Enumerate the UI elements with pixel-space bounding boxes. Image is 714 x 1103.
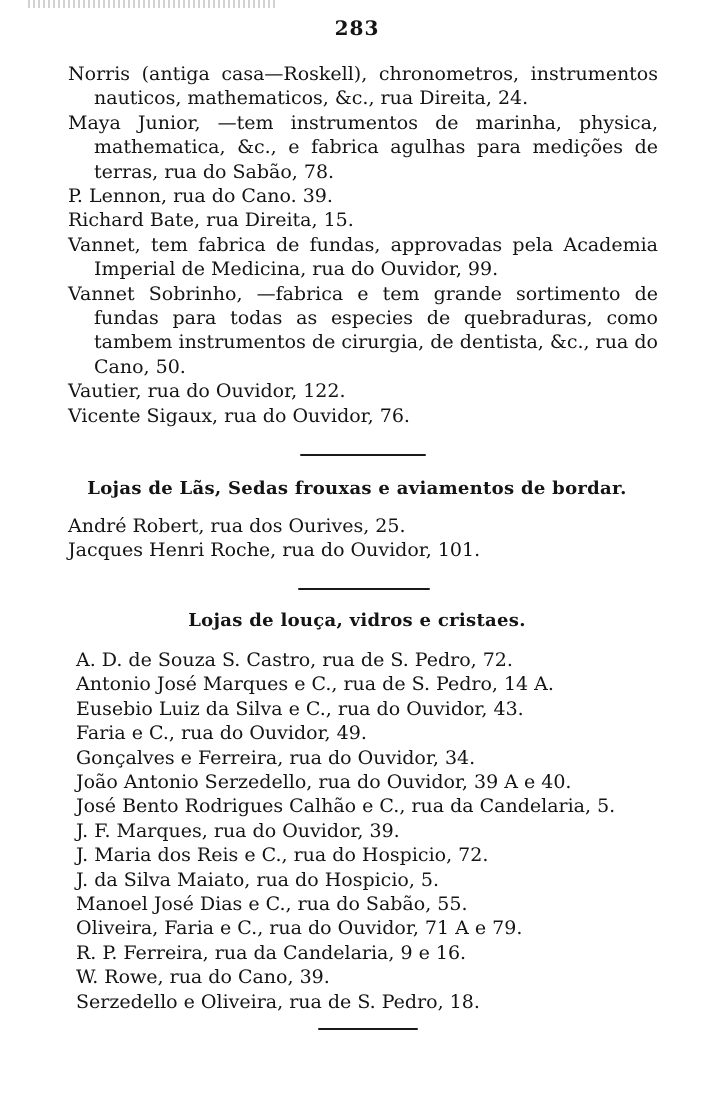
list-item: R. P. Ferreira, rua da Candelaria, 9 e 16.: [76, 941, 467, 964]
list-item: Antonio José Marques e C., rua de S. Pedro, 14 A.: [76, 673, 554, 696]
list-item: Norris (antiga casa—Roskell), chronometros, instrumentos nauticos, mathematicos, &c., rua Direita, 24.: [68, 63, 658, 110]
list-item: André Robert, rua dos Ourives, 25.: [68, 515, 406, 537]
list-item: Maya Junior, —tem instrumentos de marinha, physica, mathematica, &c., e fabrica agulhas para medições de terras, rua do Sabão, 78.: [68, 111, 658, 183]
list-item: Faria e C., rua do Ouvidor, 49.: [76, 722, 367, 745]
list-item: Oliveira, Faria e C., rua do Ouvidor, 71 A e 79.: [76, 917, 523, 940]
crockery-glass-shops-list: [76, 648, 656, 1014]
wool-silk-shops-list: [68, 514, 658, 563]
list-item: J. Maria dos Reis e C., rua do Hospicio, 72.: [76, 844, 489, 867]
list-item: Manoel José Dias e C., rua do Sabão, 55.: [76, 893, 468, 916]
list-item: J. da Silva Maiato, rua do Hospicio, 5.: [76, 868, 440, 891]
instrument-makers-list: [68, 62, 658, 428]
list-item: Gonçalves e Ferreira, rua do Ouvidor, 34.: [76, 746, 476, 769]
list-item: W. Rowe, rua do Cano, 39.: [76, 966, 330, 989]
scan-artifact: [28, 0, 278, 8]
list-item: Vannet Sobrinho, —fabrica e tem grande sortimento de fundas para todas as especies de quebraduras, como tambem instrumentos de cirurgia, de dentista, &c., rua do Cano, 50.: [68, 282, 658, 378]
list-item: Vautier, rua do Ouvidor, 122.: [68, 380, 346, 403]
list-item: José Bento Rodrigues Calhão e C., rua da Candelaria, 5.: [76, 795, 616, 818]
list-item: P. Lennon, rua do Cano. 39.: [68, 185, 333, 208]
section-heading: Lojas de Lãs, Sedas frouxas e aviamentos de bordar.: [87, 478, 627, 499]
section-heading: Lojas de louça, vidros e cristaes.: [188, 610, 526, 631]
list-item: A. D. de Souza S. Castro, rua de S. Pedro, 72.: [76, 649, 513, 671]
section-divider: [300, 454, 426, 456]
list-item: João Antonio Serzedello, rua do Ouvidor, 39 A e 40.: [76, 771, 572, 794]
list-item: J. F. Marques, rua do Ouvidor, 39.: [76, 819, 400, 842]
list-item: Serzedello e Oliveira, rua de S. Pedro, 18.: [76, 990, 480, 1013]
section-divider: [298, 588, 430, 590]
list-item: Richard Bate, rua Direita, 15.: [68, 209, 354, 232]
section-divider: [318, 1028, 418, 1030]
list-item: Vannet, tem fabrica de fundas, approvadas pela Academia Imperial de Medicina, rua do Ouvidor, 99.: [68, 233, 658, 281]
list-item: Jacques Henri Roche, rua do Ouvidor, 101.: [68, 539, 481, 562]
list-item: Eusebio Luiz da Silva e C., rua do Ouvidor, 43.: [76, 697, 524, 720]
page-number: 283: [334, 16, 380, 40]
list-item: Vicente Sigaux, rua do Ouvidor, 76.: [68, 404, 410, 427]
